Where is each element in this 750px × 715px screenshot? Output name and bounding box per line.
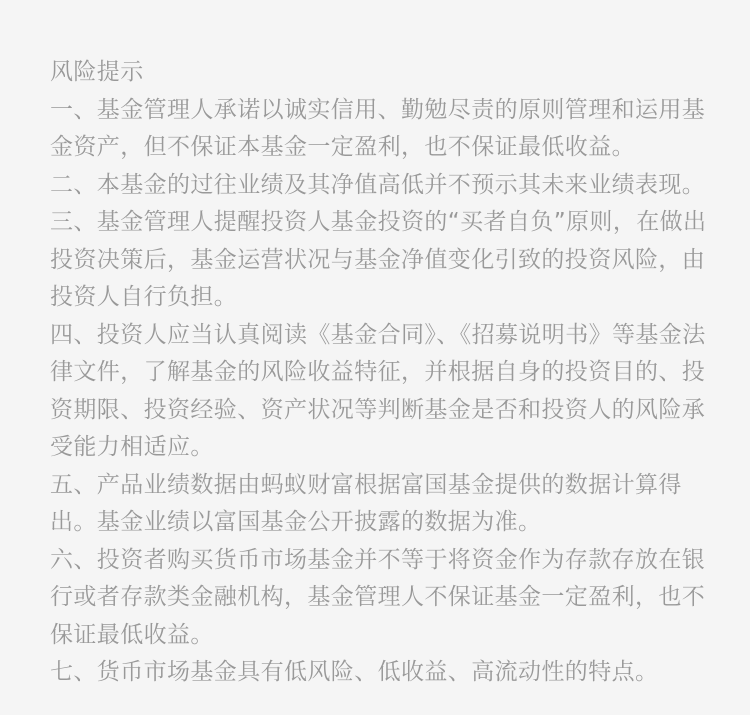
risk-notice-item-4: 四、投资人应当认真阅读《基金合同》、《招募说明书》等基金法律文件，了解基金的风险收益特征，并根据自身的投资目的、投资期限、投资经验、资产状况等判断基金是否和投资人的风险承受能力相适应。 (50, 321, 706, 460)
risk-notice-item-7: 七、货币市场基金具有低风险、低收益、高流动性的特点。 (50, 659, 659, 685)
risk-notice-item-6: 六、投资者购买货币市场基金并不等于将资金作为存款存放在银行或者存款类金融机构，基金管理人不保证基金一定盈利，也不保证最低收益。 (50, 546, 706, 648)
risk-notice-title: 风险提示 (50, 59, 144, 85)
risk-notice-item-5: 五、产品业绩数据由蚂蚁财富根据富国基金提供的数据计算得出。基金业绩以富国基金公开披露的数据为准。 (50, 471, 682, 535)
risk-notice-item-2: 二、本基金的过往业绩及其净值高低并不预示其未来业绩表现。 (50, 171, 706, 198)
risk-notice-item-3: 三、基金管理人提醒投资人基金投资的“买者自负”原则，在做出投资决策后，基金运营状况与基金净值变化引致的投资风险，由投资人自行负担。 (50, 209, 707, 310)
risk-notice-section (50, 54, 720, 692)
risk-notice-item-1: 一、基金管理人承诺以诚实信用、勤勉尽责的原则管理和运用基金资产，但不保证本基金一定盈利，也不保证最低收益。 (50, 96, 706, 160)
